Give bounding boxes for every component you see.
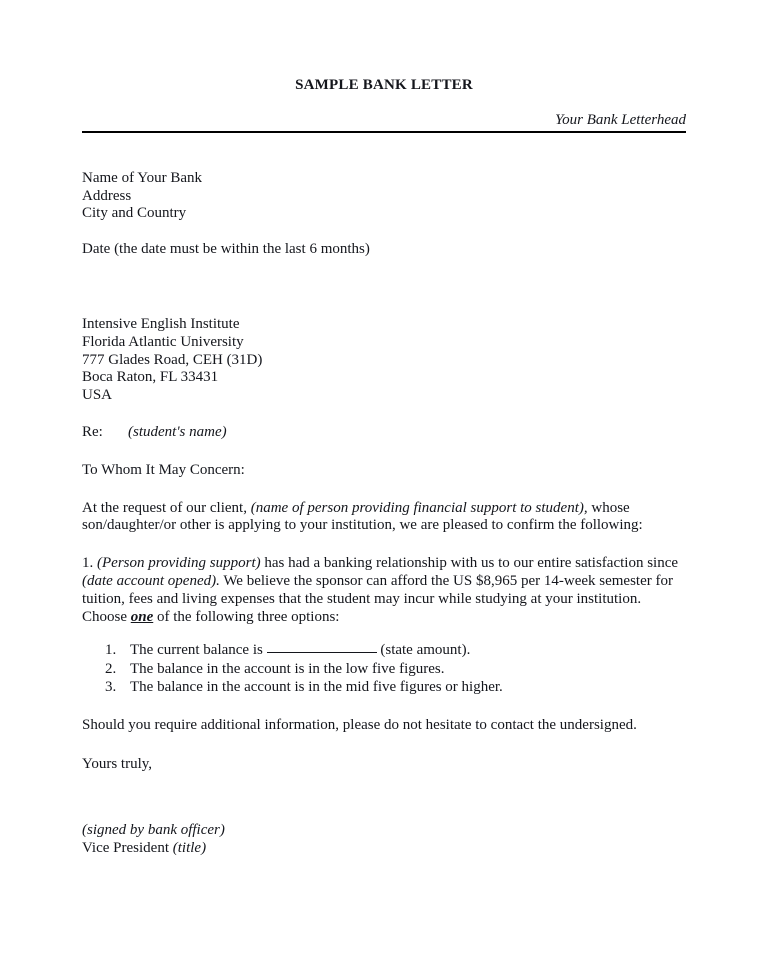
option-text-1-before: The current balance is	[130, 642, 267, 659]
valediction: Yours truly,	[82, 755, 153, 772]
re-label: Re:	[82, 424, 103, 441]
sender-line-1: Name of Your Bank	[82, 170, 202, 186]
closing-paragraph: Should you require additional information, please do not hesitate to contact the undersigned.	[82, 716, 637, 733]
option-text-2: The balance in the account is in the low five figures.	[130, 660, 445, 677]
clause-one-text-1: has had a banking relationship with us to our entire satisfaction since	[260, 555, 679, 572]
sender-address-block	[82, 170, 686, 223]
options-list	[82, 641, 686, 697]
clause-one-italic-person: (Person providing support)	[97, 555, 261, 572]
balance-fill-blank[interactable]	[267, 652, 377, 653]
recipient-line-3: 777 Glades Road, CEH (31D)	[82, 351, 263, 368]
recipient-line-4: Boca Raton, FL 33431	[82, 369, 219, 386]
clause-one-emphasis-one: one	[130, 608, 154, 625]
salutation: To Whom It May Concern:	[82, 461, 245, 478]
signature-title-name: Vice President	[82, 839, 173, 856]
list-item	[82, 678, 686, 697]
intro-italic-sponsor-name: (name of person providing financial support to student),	[250, 499, 588, 516]
date-line: Date (the date must be within the last 6 months)	[82, 240, 370, 257]
option-text-3: The balance in the account is in the mid five figures or higher.	[130, 679, 503, 696]
intro-text-1: At the request of our client,	[82, 499, 251, 516]
re-line	[82, 424, 686, 442]
signature-title-line	[82, 840, 686, 858]
re-value: (student's name)	[128, 424, 227, 441]
option-marker-3: 3.	[105, 679, 117, 696]
letterhead-divider	[82, 131, 686, 133]
document-content	[82, 0, 686, 857]
intro-text-2: whose son/daughter/or other is applying to your institution, we are pleased to confirm the following:	[82, 499, 643, 534]
signature-signed-by: (signed by bank officer)	[82, 822, 225, 839]
option-text-1-after: (state amount).	[376, 642, 471, 659]
letterhead-section	[82, 111, 686, 133]
recipient-line-2: Florida Atlantic University	[82, 333, 244, 350]
clause-one-number: 1.	[82, 555, 94, 572]
letterhead-label: Your Bank Letterhead	[555, 112, 686, 128]
signature-block	[82, 822, 686, 857]
recipient-address-block	[82, 316, 686, 404]
page-title: SAMPLE BANK LETTER	[295, 77, 473, 93]
list-item	[82, 641, 686, 660]
recipient-line-5: USA	[82, 386, 113, 403]
clause-one-text-2: We believe the sponsor can afford the US $8,965 per 14-week semester for tuition, fees and living expenses that the student may incur while studying at your institution. Choose	[82, 572, 673, 625]
signature-title-italic: (title)	[172, 839, 207, 856]
option-marker-2: 2.	[105, 660, 117, 677]
clause-one-text-3: of the following three options:	[153, 608, 340, 625]
intro-paragraph	[82, 500, 686, 536]
clause-one-italic-date: (date account opened).	[82, 572, 220, 589]
sender-line-2: Address	[82, 187, 132, 204]
clause-one-paragraph	[82, 555, 686, 626]
list-item	[82, 660, 686, 679]
recipient-line-1: Intensive English Institute	[82, 316, 240, 333]
sender-line-3: City and Country	[82, 205, 187, 222]
option-marker-1: 1.	[105, 642, 117, 659]
